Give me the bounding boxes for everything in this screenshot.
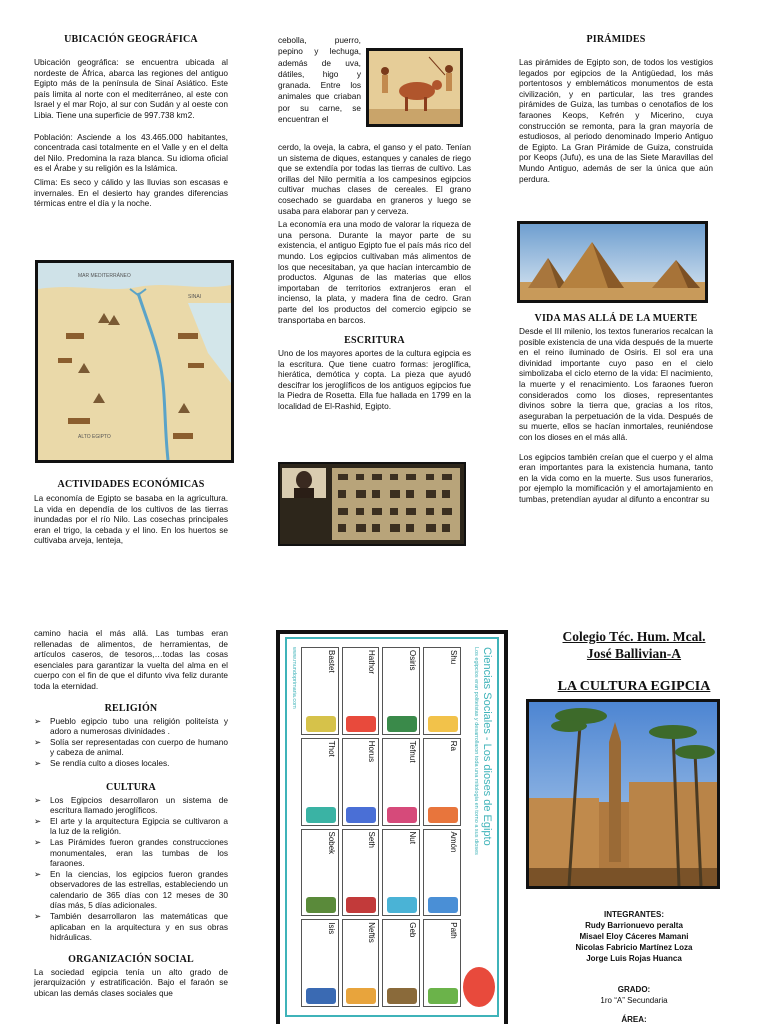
gods-poster-website: www.mundoprimaria.com	[291, 647, 297, 709]
god-figure-icon	[347, 897, 377, 913]
religion-item: ➢ Se rendía culto a dioses locales.	[34, 758, 228, 769]
gods-poster-frame	[276, 630, 508, 1024]
farming-illustration	[369, 51, 460, 124]
hieroglyph-image	[278, 462, 466, 546]
pyramids-illustration	[520, 224, 705, 300]
clima-text: Clima: Es seco y cálido y las lluvias son escasas e invernales. En el desierto hay grandes diferencias térmicas entre el día y la noche.	[34, 176, 228, 209]
god-card	[342, 919, 380, 1007]
luxor-temple-image	[526, 699, 720, 889]
god-name: Isis	[326, 922, 336, 935]
econ-text-1: cerdo, la oveja, la cabra, el ganso y el pato. Tenían un sistema de diques, estanques y canales de riego que se extendía por todas las tierras de cultivo. Las orillas del Nilo permitía a los campesinos egipcios cultivar muchas clases de cereales. El grano cosechado se guardaba en graneros y luego se usaba para elaborar pan y cerveza.	[278, 142, 471, 216]
cultura-item: ➢ Las Pirámides fueron grandes construcciones monumentales, eran las tumbas de los faraones.	[34, 837, 228, 869]
god-figure-icon	[387, 716, 417, 732]
cultura-list	[34, 795, 228, 943]
god-figure-icon	[306, 716, 336, 732]
organizacion-heading: ORGANIZACIÓN SOCIAL	[68, 953, 194, 965]
cover-school	[548, 628, 720, 662]
god-name: Ra	[449, 740, 458, 751]
god-card	[423, 919, 461, 1007]
god-figure-icon	[387, 807, 417, 823]
religion-list	[34, 716, 228, 769]
hieroglyph-illustration	[280, 464, 464, 544]
gods-poster	[285, 637, 499, 1017]
luxor-temple-illustration	[529, 702, 717, 886]
escritura-heading: ESCRITURA	[344, 335, 405, 347]
god-name: Tefnut	[408, 740, 418, 763]
religion-cultura-section	[34, 628, 228, 999]
god-card	[423, 647, 461, 735]
god-name: Osiris	[408, 650, 418, 671]
piramides-heading: PIRÁMIDES	[586, 34, 646, 45]
piramides-section	[519, 34, 713, 184]
god-figure-icon	[306, 897, 336, 913]
cultura-heading: CULTURA	[106, 781, 156, 793]
god-figure-icon	[387, 897, 417, 913]
cover-title: LA CULTURA EGIPCIA	[557, 679, 711, 694]
religion-heading: RELIGIÓN	[104, 702, 158, 714]
economia-section	[278, 142, 471, 412]
god-figure-icon	[347, 807, 377, 823]
econ-intro-block	[278, 35, 361, 125]
map-label-sinai: SINAI	[188, 294, 202, 300]
gods-grid	[301, 647, 461, 1007]
god-name: Thot	[326, 740, 336, 757]
god-name: Horus	[367, 740, 377, 763]
vida-text-1: Desde el III milenio, los textos funerarios recalcan la posible existencia de una vida después de la muerte en el reino iluminado de Osiris. El sol era una divinidad importante cuyo paso en el cielo simbolizaba el ciclo eterno de la vida: El nacimiento, la muerte y el renacimiento. Los faraones fueron considerados como los dioses, representantes divinos sobre la tierra que, gracias a los ritos, aseguraban la perpetuación de la vida. Después de su muerte, ellos se hacían inmortales, reuniéndose con los dioses en el más allá.	[519, 326, 713, 442]
ubicacion-heading: UBICACIÓN GEOGRÁFICA	[64, 34, 198, 45]
member-name: Rudy Barrionuevo peralta	[585, 921, 683, 930]
cultura-item: ➢ Los Egipcios desarrollaron un sistema de escritura llamado jeroglíficos.	[34, 795, 228, 816]
piramides-text: Las pirámides de Egipto son, de todos los vestigios legados por egipcios de la Antigüedad, los más portentosos y emblemáticos monumentos de esta civilización, y en particular, las tres grandes pirámides de Guiza, las tumbas o cenotafios de los faraones Keops, Kefrén y Micerino, cuya construcción se remonta, para la gran mayoría de estudiosos, al periodo denominado Imperio Antiguo de Egipto. La Gran Pirámide de Guiza, construida por Keops (Jufu), es una de las Siete Maravillas del Mundo Antiguo, además de ser la única que aún perdura.	[519, 57, 713, 184]
god-name: Geb	[408, 922, 418, 938]
map-label-alto: ALTO EGIPTO	[78, 434, 111, 440]
vida-section	[519, 313, 713, 505]
egypt-map-illustration	[38, 263, 231, 460]
member-name: Misael Eloy Cáceres Mamani	[579, 932, 689, 941]
ubicacion-section	[34, 34, 228, 209]
vida-continuation-text: camino hacia el más allá. Las tumbas eran rellenadas de alimentos, de herramientas, de artículos caseros, de tesoros,…todas las cosas esenciales para garantizar la vuelta del alma en el cuerpo con el fin de que el difunto viva feliz durante toda la eternidad.	[34, 628, 228, 691]
god-card	[342, 829, 380, 917]
cultura-item: ➢ También desarrollaron las matemáticas que aplicaban en la arquitectura y en sus obras hidráulicas.	[34, 911, 228, 943]
cultura-item: ➢ En la ciencias, los egipcios fueron grandes observadores de las estrellas, estableciendo un calendario de 365 días con 12 meses de 30 días más, 5 días adicionales.	[34, 869, 228, 911]
pyramids-image	[517, 221, 708, 303]
map-label-sea: MAR MEDITERRÁNEO	[78, 273, 131, 279]
god-card	[301, 919, 339, 1007]
god-name: Neftis	[367, 922, 377, 943]
cover-credits	[548, 909, 720, 1024]
econ-intro-text: cebolla, puerro, pepino y lechuga, además de uva, dátiles, higo y granada. Entre los animales que criaban por su carne, se encuentran el	[278, 35, 361, 125]
god-card	[301, 738, 339, 826]
god-name: Path	[449, 922, 458, 939]
pharaoh-mascot-icon	[463, 967, 495, 1007]
egypt-map-image	[35, 260, 234, 463]
god-name: Hathor	[367, 650, 377, 675]
god-name: Shu	[449, 650, 458, 665]
escritura-text: Uno de los mayores aportes de la cultura egipcia es la escritura. Que tiene cuatro formas: jeroglífica, hierática, demótica y copta. La pieza que ayudó descifrar los jeroglíficos de los antiguos egipcios fue la Piedra de Rosetta. Ella fue hallada en 1799 en la localidad de El-Rashid, Egipto.	[278, 348, 471, 412]
actividades-heading: ACTIVIDADES ECONÓMICAS	[57, 479, 205, 490]
cultura-item: ➢ El arte y la arquitectura Egipcia se cultivaron a la luz de la religión.	[34, 816, 228, 837]
ubicacion-text: Ubicación geográfica: se encuentra ubicada al nordeste de África, abarca las regiones del antiguo Egipto más de la península de Sinaí Asiático. Este país limita al norte con el mediterráneo, al este con Israel y el mar Rojo, al sur con Sudán y al oeste con Libia. Tiene una superficie de 997.738 km2.	[34, 57, 228, 120]
religion-item: ➢ Solía ser representadas con cuerpo de humano y cabeza de animal.	[34, 737, 228, 758]
god-card	[342, 647, 380, 735]
god-card	[423, 829, 461, 917]
god-figure-icon	[428, 807, 458, 823]
god-name: Bastet	[326, 650, 336, 673]
god-figure-icon	[428, 716, 458, 732]
god-figure-icon	[428, 988, 458, 1004]
member-name: Nicolas Fabricio Martínez Loza	[575, 943, 693, 952]
school-name-line-1: Colegio Téc. Hum. Mcal.	[562, 629, 706, 644]
school-name-line-2: José Ballivian-A	[586, 646, 682, 661]
gods-poster-subtitle: Los egipcios eran politeístas y desarrollaron toda una mitología en torno a sus dioses	[473, 647, 479, 855]
poblacion-text: Población: Asciende a los 43.465.000 habitantes, concentrada casi totalmente en el Valle y en el delta del Nilo. Predomina la raza blanca. Su idioma oficial es el Árabe y su religión es la Islámica.	[34, 131, 228, 174]
area-label: ÁREA:	[621, 1015, 647, 1024]
farming-image	[366, 48, 463, 127]
god-card	[383, 919, 421, 1007]
econ-text-2: La economía era una modo de valorar la riqueza de una persona. Durante la mayor parte de su existencia, el antiguo Egipto fue el país más rico del mundo. Los egipcios cultivaban más alimentos de los que necesitaban, ya que hacían intercambio de productos. Algunas de las materias que ellos importaban de territorios extranjeros eran el incienso, la plata, y madera fina de cedro. Gran parte del los productos del comercio egipcio se transportaba en barcos.	[278, 219, 471, 325]
god-figure-icon	[387, 988, 417, 1004]
god-name: Seth	[367, 831, 377, 848]
god-card	[383, 738, 421, 826]
integrantes-label: INTEGRANTES:	[604, 910, 664, 919]
god-card	[383, 829, 421, 917]
actividades-section	[34, 479, 228, 546]
gods-poster-title: Ciencias Sociales - Los dioses de Egipto	[481, 647, 493, 846]
god-card	[423, 738, 461, 826]
god-figure-icon	[428, 897, 458, 913]
god-name: Nut	[408, 831, 418, 844]
god-card	[342, 738, 380, 826]
vida-heading: VIDA MAS ALLÁ DE LA MUERTE	[534, 313, 698, 324]
religion-item: ➢ Pueblo egipcio tubo una religión politeísta y adoro a numerosas divinidades .	[34, 716, 228, 737]
god-card	[383, 647, 421, 735]
god-name: Sobek	[326, 831, 336, 855]
grado-label: GRADO:	[617, 985, 651, 994]
grado-value: 1ro “A” Secundaria	[600, 996, 668, 1005]
vida-text-2: Los egipcios también creían que el cuerpo y el alma eran importantes para la existencia humana, tanto en la vida como en la muerte. Sus usos funerarios, por ejemplo la momificación y el amortajamiento en tumbas, pretendían ayudar al difunto a encontrar su	[519, 451, 713, 504]
god-card	[301, 647, 339, 735]
god-figure-icon	[306, 807, 336, 823]
god-figure-icon	[306, 988, 336, 1004]
organizacion-text: La sociedad egipcia tenía un alto grado de jerarquización y estratificación. Bajo el faraón se ubican las demás clases sociales que	[34, 966, 228, 999]
member-name: Jorge Luis Rojas Huanca	[586, 954, 682, 963]
god-card	[301, 829, 339, 917]
god-figure-icon	[347, 716, 377, 732]
god-name: Amón	[449, 831, 458, 853]
god-figure-icon	[347, 988, 377, 1004]
actividades-text: La economía de Egipto se basaba en la agricultura. La vida en dependía de los cultivos de las tierras inundadas por el río Nilo. Las cosechas principales eran el trigo, la cebada y el lino. En los huertos se cultivaba arveja, lenteja,	[34, 493, 228, 546]
